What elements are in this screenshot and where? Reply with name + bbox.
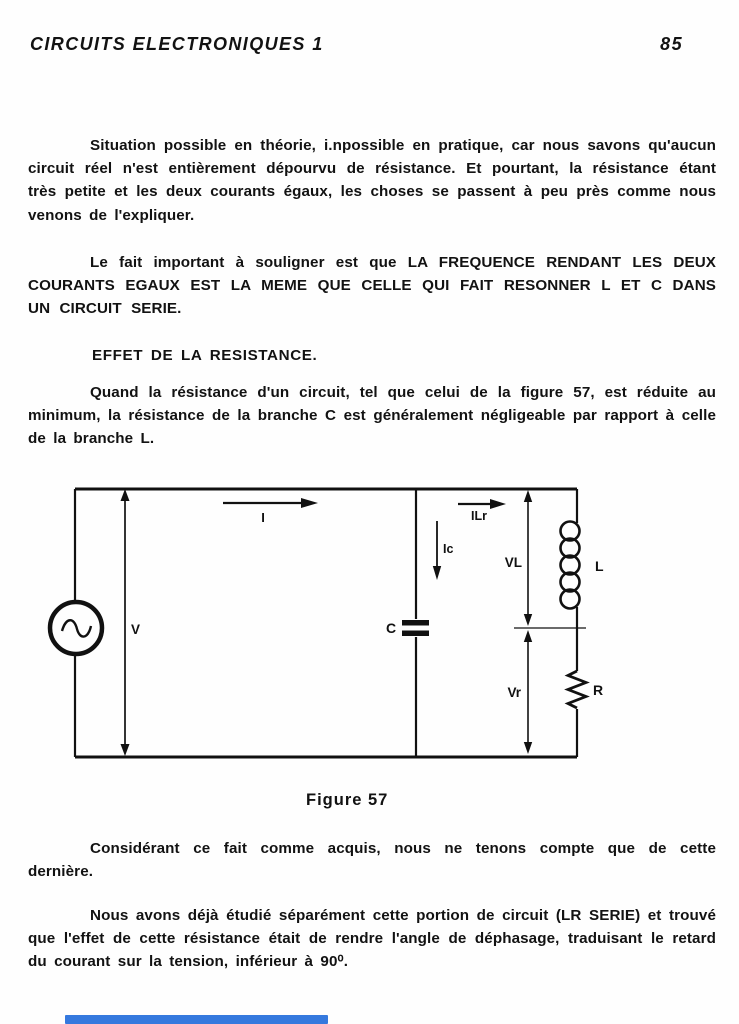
paragraph-frequency: Le fait important à souligner est que LA FREQUENCE RENDANT LES DEUX COURANTS EGAUX EST LA MEME QUE CELLE QUI FAIT RESONNER L ET C DANS UN CIRCUIT SERIE.: [28, 254, 716, 318]
label-i: I: [261, 510, 265, 525]
paragraph-intro: Situation possible en théorie, i.npossible en pratique, car nous savons qu'aucun circuit réel n'est entièrement dépourvu de résistance. Et pourtant, la résistance étant très petite et les deux courants égaux, les choses se passent à peu près comme nous venons de l'expliquer.: [28, 137, 716, 224]
paragraph-lr-serie: Nous avons déjà étudié séparément cette portion de circuit (LR SERIE) et trouvé que l'effet de cette résistance était de rendre l'angle de déphasage, traduisant le retard du courant sur la tension, inférieur à 90⁰.: [28, 907, 716, 971]
inductor-icon: [561, 522, 580, 609]
label-ilr: ILr: [471, 509, 487, 523]
arrowhead-down: [433, 566, 441, 580]
figure-caption: Figure 57: [306, 791, 389, 809]
capacitor-plate-bottom: [402, 631, 429, 637]
paragraph-resistance: Quand la résistance d'un circuit, tel que celui de la figure 57, est réduite au minimum, la résistance de la branche C est généralement négligeable par rapport à celle de la branche L.: [28, 384, 716, 448]
label-l: L: [595, 558, 604, 574]
label-vl: VL: [504, 555, 522, 570]
arrowhead-up: [121, 489, 130, 501]
sine-wave-icon: [62, 620, 91, 636]
arrowhead-down: [524, 614, 532, 626]
label-vr: Vr: [507, 685, 521, 700]
arrowhead-down: [524, 742, 532, 754]
arrowhead-right: [490, 499, 506, 509]
page-number: 85: [660, 34, 683, 54]
paragraph-considerant: Considérant ce fait comme acquis, nous ne tenons compte que de cette dernière.: [28, 840, 716, 881]
capacitor-plate-top: [402, 620, 429, 626]
arrowhead-down: [121, 744, 130, 756]
label-r: R: [593, 682, 604, 698]
label-v: V: [131, 622, 141, 637]
running-title: CIRCUITS ELECTRONIQUES 1: [30, 34, 324, 54]
scrollbar-thumb[interactable]: [65, 1015, 328, 1024]
label-ic: Ic: [443, 542, 454, 556]
arrowhead-up: [524, 630, 532, 642]
arrowhead-up: [524, 490, 532, 502]
section-heading: EFFET DE LA RESISTANCE.: [92, 347, 318, 364]
resistor-icon: [568, 671, 586, 708]
arrowhead-right: [301, 498, 318, 508]
label-c: C: [385, 620, 397, 636]
